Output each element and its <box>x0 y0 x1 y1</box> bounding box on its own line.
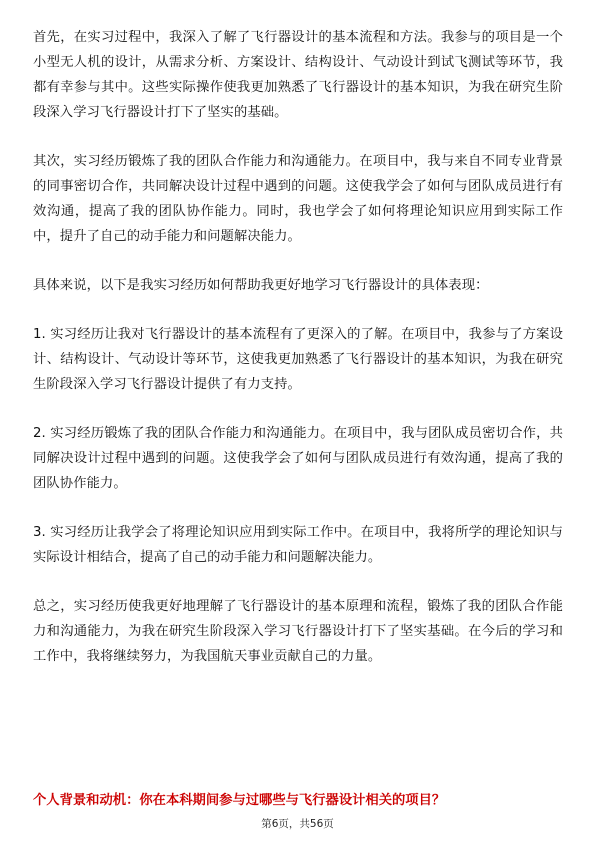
paragraph-7: 总之，实习经历使我更好地理解了飞行器设计的基本原理和流程，锻炼了我的团队合作能力和沟通能力，为我在研究生阶段深入学习飞行器设计打下了坚实基础。在今后的学习和工作中，我将继续努力，为我国航天事业贡献自己的力量。 <box>33 599 563 664</box>
paragraph-5: 2. 实习经历锻炼了我的团队合作能力和沟通能力。在项目中，我与团队成员密切合作，共同解决设计过程中遇到的问题。这使我学会了如何与团队成员进行有效沟通，提高了我的团队协作能力。 <box>33 426 563 491</box>
document-body <box>33 25 563 693</box>
paragraph-4: 1. 实习经历让我对飞行器设计的基本流程有了更深入的了解。在项目中，我参与了方案设计、结构设计、气动设计等环节，这使我更加熟悉了飞行器设计的基本知识，为我在研究生阶段深入学习飞行器设计提供了有力支持。 <box>33 327 563 392</box>
paragraph-2: 其次，实习经历锻炼了我的团队合作能力和沟通能力。在项目中，我与来自不同专业背景的同事密切合作，共同解决设计过程中遇到的问题。这使我学会了如何与团队成员进行有效沟通，提高了我的团队协作能力。同时，我也学会了如何将理论知识应用到实际工作中，提升了自己的动手能力和问题解决能力。 <box>33 154 563 244</box>
question-heading: 个人背景和动机：你在本科期间参与过哪些与飞行器设计相关的项目？ <box>33 793 446 808</box>
page-footer: 第6页，共56页 <box>261 818 334 830</box>
paragraph-6: 3. 实习经历让我学会了将理论知识应用到实际工作中。在项目中，我将所学的理论知识与实际设计相结合，提高了自己的动手能力和问题解决能力。 <box>33 525 563 565</box>
paragraph-1: 首先，在实习过程中，我深入了解了飞行器设计的基本流程和方法。我参与的项目是一个小型无人机的设计，从需求分析、方案设计、结构设计、气动设计到试飞测试等环节，我都有幸参与其中。这些实际操作使我更加熟悉了飞行器设计的基本知识，为我在研究生阶段深入学习飞行器设计打下了坚实的基础。 <box>33 30 563 120</box>
paragraph-3: 具体来说，以下是我实习经历如何帮助我更好地学习飞行器设计的具体表现： <box>33 278 489 293</box>
